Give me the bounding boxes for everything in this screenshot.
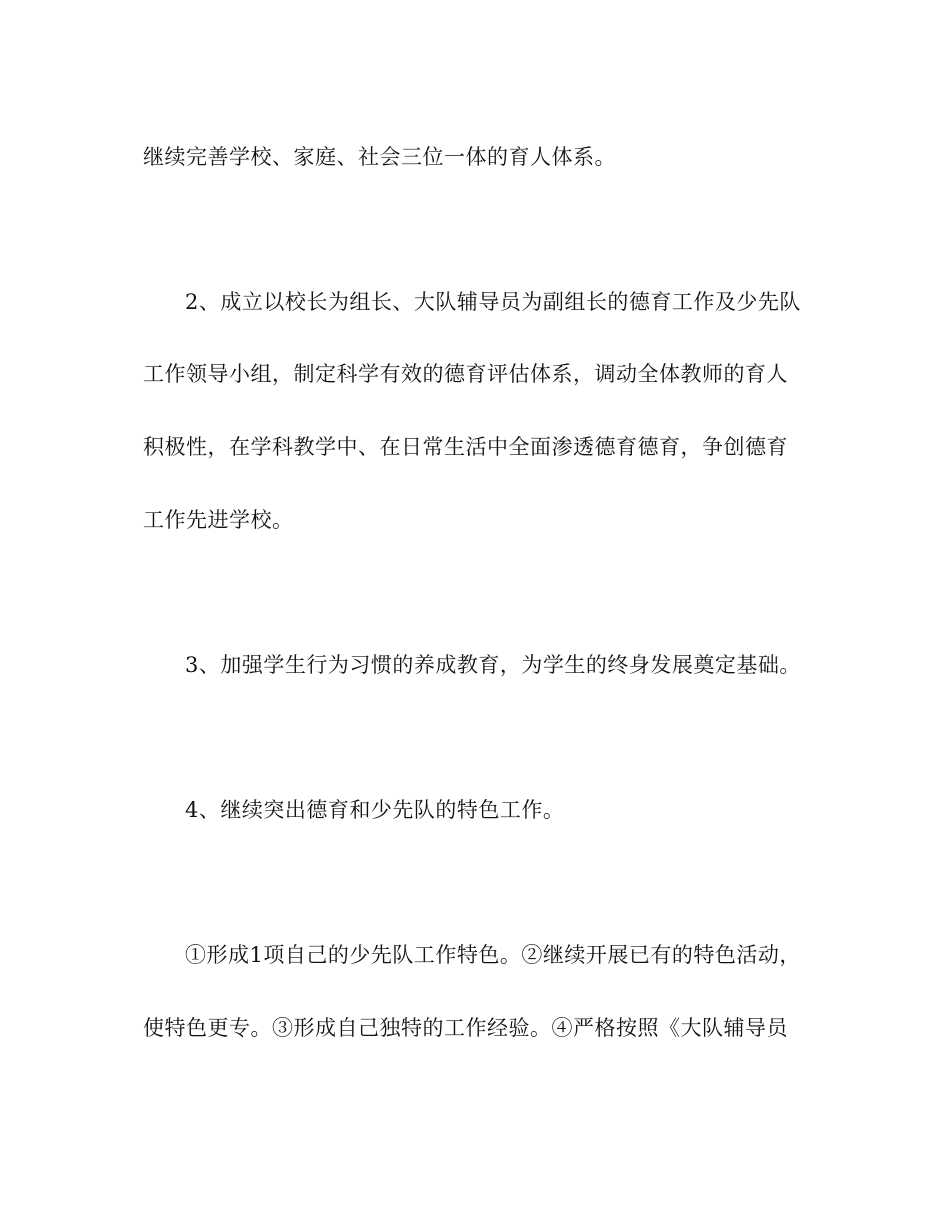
paragraph-5-line-1: ①形成1项自己的少先队工作特色。②继续开展已有的特色活动， (185, 943, 801, 967)
paragraph-2-line-4: 工作先进学校。 (143, 508, 294, 532)
paragraph-2-line-2: 工作领导小组，制定科学有效的德育评估体系，调动全体教师的育人 (143, 362, 788, 386)
paragraph-3-line-1: 3、加强学生行为习惯的养成教育，为学生的终身发展奠定基础。 (185, 653, 801, 677)
paragraph-2-line-3: 积极性，在学科教学中、在日常生活中全面渗透德育德育，争创德育 (143, 435, 788, 459)
paragraph-5-line-2: 使特色更专。③形成自己独特的工作经验。④严格按照《大队辅导员 (143, 1016, 788, 1040)
paragraph-2-line-1: 2、成立以校长为组长、大队辅导员为副组长的德育工作及少先队 (185, 290, 801, 314)
paragraph-4-line-1: 4、继续突出德育和少先队的特色工作。 (185, 798, 565, 822)
paragraph-1-line-1: 继续完善学校、家庭、社会三位一体的育人体系。 (143, 145, 616, 169)
